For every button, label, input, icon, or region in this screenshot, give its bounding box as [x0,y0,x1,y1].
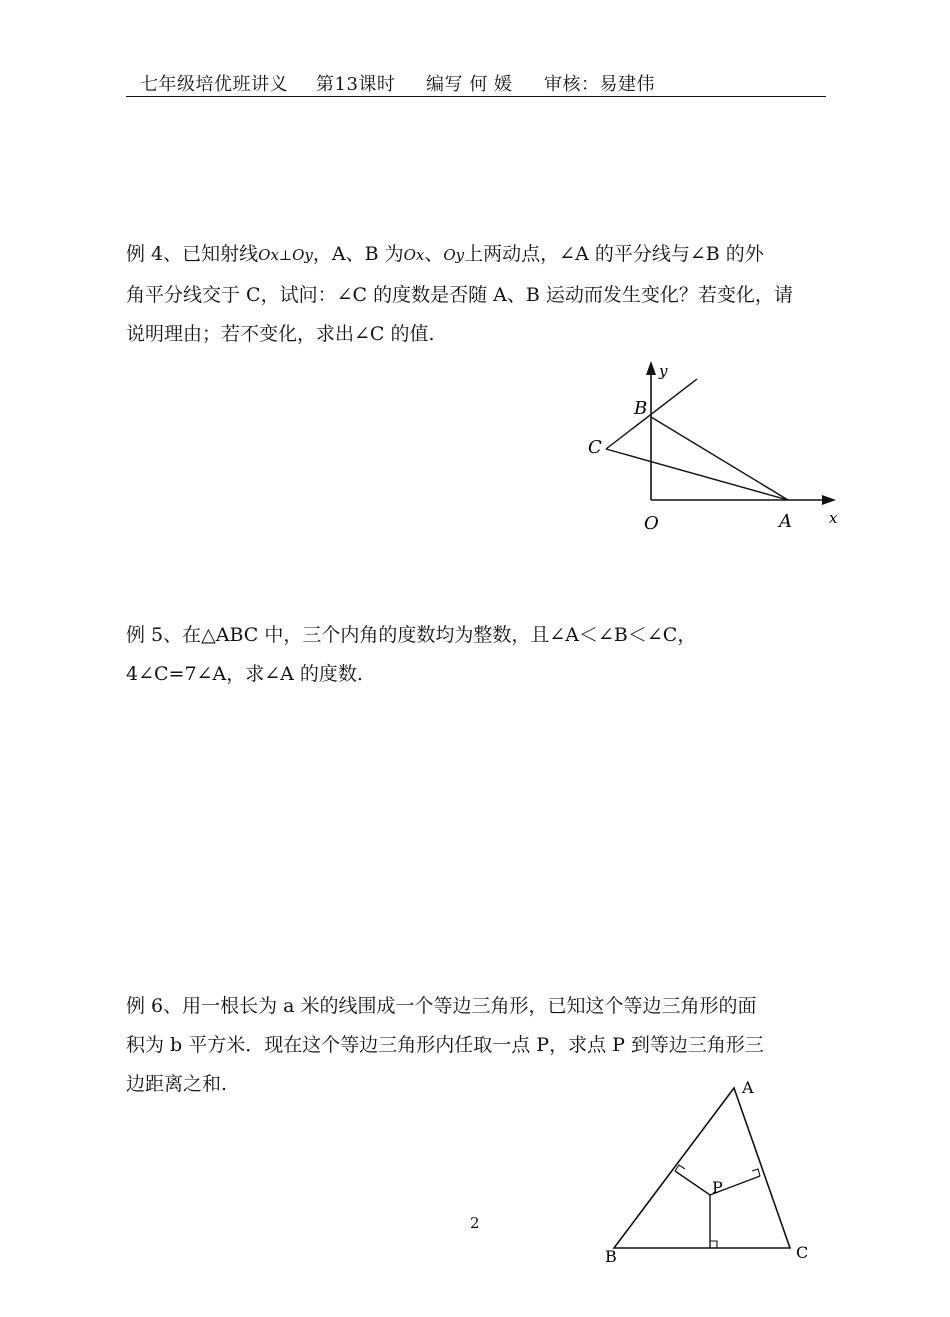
header-lesson: 第13课时 [316,74,396,95]
label-c: C [588,437,602,458]
figure-angle-bisector [580,355,850,545]
oy-symbol: Oy [292,246,313,264]
example-4-line-3: 说明理由；若不变化，求出∠C 的值. [126,323,435,345]
right-angle-mark-bc [710,1241,717,1248]
figure-equilateral-triangle [595,1070,825,1270]
x-axis-arrow [822,495,836,505]
oy-symbol-2: Oy [443,246,465,264]
example-4-text-c: 上两动点，∠A 的平分线与∠B 的外 [464,243,764,265]
page-header [126,70,826,97]
example-5 [126,616,826,694]
perp-symbol: ⊥ [278,248,293,264]
example-5-line-1: 例 5、在△ABC 中，三个内角的度数均为整数，且∠A＜∠B＜∠C， [126,624,697,646]
example-4-text-a: 例 4、已知射线 [126,243,259,265]
example-6-line-2: 积为 b 平方米．现在这个等边三角形内任取一点 P，求点 P 到等边三角形三 [126,1034,764,1056]
ox-symbol: Ox [258,246,279,264]
header-author: 编写 何 媛 [426,74,513,95]
header-reviewer: 审核：易建伟 [544,74,655,95]
example-5-line-2: 4∠C=7∠A，求∠A 的度数. [126,663,363,685]
example-4-line-1 [126,235,826,276]
example-4 [126,235,826,354]
example-4-line-2: 角平分线交于 C，试问：∠C 的度数是否随 A、B 运动而发生变化？若变化，请 [126,284,793,306]
label-b: B [634,398,648,419]
label-y: y [659,362,668,380]
ox-symbol-2: Ox [403,246,425,264]
example-6-line-3: 边距离之和. [126,1073,228,1095]
label-a: A [742,1078,754,1097]
header-course: 七年级培优班讲义 [140,74,288,95]
label-o: O [644,513,659,534]
y-axis-arrow [646,361,656,375]
right-angle-mark-ac [752,1169,760,1176]
label-a: A [779,511,792,532]
example-6-line-1: 例 6、用一根长为 a 米的线围成一个等边三角形，已知这个等边三角形的面 [126,995,757,1017]
triangle-abc [614,1088,790,1248]
page-number: 2 [470,1214,480,1232]
label-x: x [829,509,838,527]
label-p: P [712,1178,723,1197]
segment-ba [651,417,788,500]
segment-ca [606,449,788,500]
separator: 、 [424,243,444,265]
example-4-text-b: ，A、B 为 [312,243,404,265]
label-c: C [796,1243,809,1262]
label-b: B [605,1247,617,1266]
perp-to-ab [675,1171,710,1195]
